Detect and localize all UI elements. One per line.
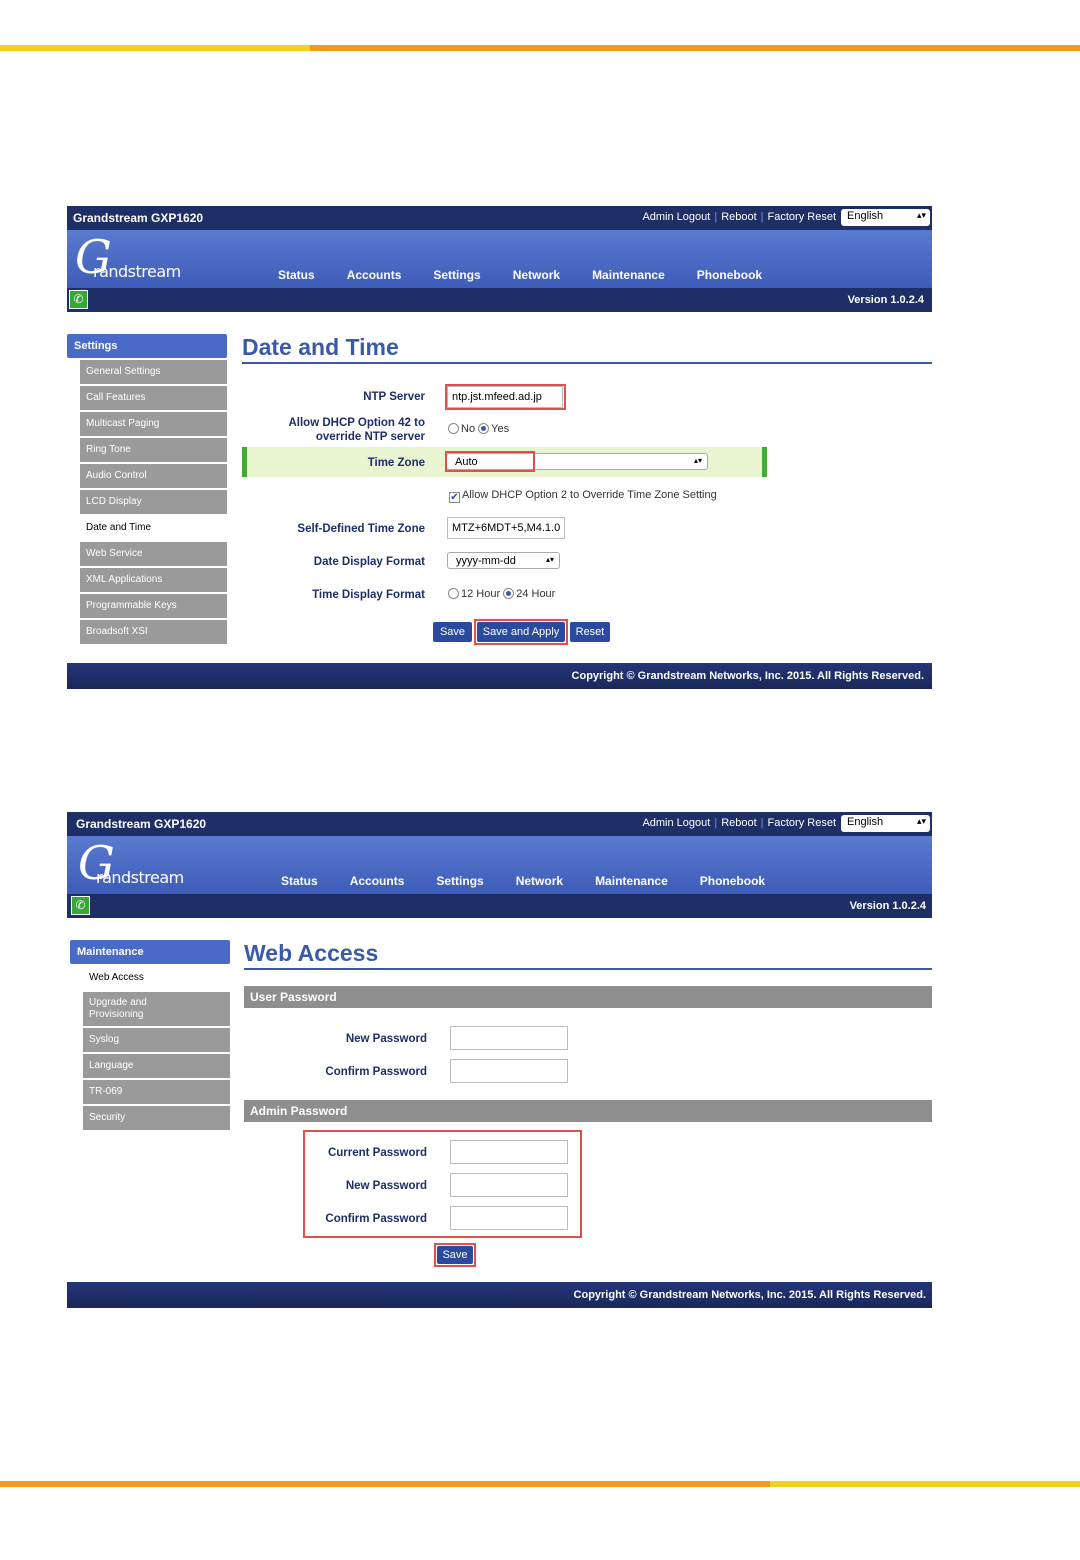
grandstream-logo <box>75 230 181 284</box>
main-nav <box>281 874 765 888</box>
sidebar-item-lcd-display[interactable]: LCD Display <box>80 490 227 514</box>
page-title: Date and Time <box>242 334 399 360</box>
time-12h-label: 12 Hour <box>461 588 501 600</box>
date-format-label: Date Display Format <box>313 556 425 568</box>
version-band <box>67 894 932 918</box>
separator: | <box>760 817 764 829</box>
nav-band <box>67 230 932 288</box>
time-24h-radio[interactable] <box>503 588 514 599</box>
time-zone-label: Time Zone <box>367 457 425 469</box>
reboot-link[interactable]: Reboot <box>721 817 757 829</box>
dhcp42-radio-group <box>448 423 509 435</box>
time-12h-radio[interactable] <box>448 588 459 599</box>
sidebar-item-multicast-paging[interactable]: Multicast Paging <box>80 412 227 436</box>
language-value: English <box>847 816 884 828</box>
separator: | <box>760 211 764 223</box>
page-title: Web Access <box>244 940 379 966</box>
upgrade-label-line2: Provisioning <box>89 1009 144 1020</box>
phone-icon[interactable]: ✆ <box>69 290 88 309</box>
sidebar-item-security[interactable]: Security <box>83 1106 230 1130</box>
logo-text: randstream <box>93 262 181 281</box>
footer <box>67 1282 932 1308</box>
time-zone-highlight-box <box>445 451 535 472</box>
admin-confirm-password-input[interactable] <box>450 1206 568 1230</box>
current-password-input[interactable] <box>450 1140 568 1164</box>
nav-settings[interactable]: Settings <box>433 268 481 282</box>
admin-logout-link[interactable]: Admin Logout <box>642 211 711 223</box>
version-band <box>67 288 932 312</box>
sidebar-item-date-and-time[interactable]: Date and Time <box>80 516 227 540</box>
sidebar-item-web-service[interactable]: Web Service <box>80 542 227 566</box>
dhcp2-label: Allow DHCP Option 2 to Override Time Zone Setting <box>462 489 717 501</box>
time-format-radio-group <box>448 588 555 600</box>
language-select[interactable] <box>841 815 930 832</box>
sidebar-head-maintenance[interactable]: Maintenance <box>70 940 230 964</box>
admin-new-password-label: New Password <box>345 1180 427 1192</box>
date-time-screenshot <box>67 206 932 689</box>
version-label: Version 1.0.2.4 <box>847 294 924 306</box>
factory-reset-link[interactable]: Factory Reset <box>767 211 836 223</box>
logo-initial: G <box>75 230 112 284</box>
logo-initial: G <box>78 836 115 890</box>
dhcp42-no-label: No <box>461 423 476 435</box>
dhcp42-yes-label: Yes <box>491 423 510 435</box>
nav-settings[interactable]: Settings <box>436 874 484 888</box>
top-accent-stripe <box>0 45 1080 51</box>
sidebar-item-tr-069[interactable]: TR-069 <box>83 1080 230 1104</box>
sidebar-item-ring-tone[interactable]: Ring Tone <box>80 438 227 462</box>
copyright-text: Copyright © Grandstream Networks, Inc. 2015. All Rights Reserved. <box>571 670 924 682</box>
time-format-label: Time Display Format <box>312 589 425 601</box>
web-access-screenshot <box>67 812 932 1308</box>
select-arrows-icon: ▴▾ <box>916 210 926 220</box>
maintenance-sidebar <box>70 940 230 1130</box>
sidebar-item-programmable-keys[interactable]: Programmable Keys <box>80 594 227 618</box>
grandstream-logo <box>78 836 184 890</box>
nav-maintenance[interactable]: Maintenance <box>592 268 665 282</box>
phone-icon[interactable]: ✆ <box>71 896 90 915</box>
time-24h-label: 24 Hour <box>516 588 556 600</box>
upgrade-label-line1: Upgrade and <box>89 997 147 1008</box>
admin-password-section: Admin Password <box>244 1100 932 1122</box>
top-links <box>642 817 836 829</box>
separator: | <box>714 817 718 829</box>
date-format-select[interactable] <box>447 552 560 569</box>
self-defined-tz-label: Self-Defined Time Zone <box>297 523 425 535</box>
user-new-password-input[interactable] <box>450 1026 568 1050</box>
sidebar-item-web-access[interactable]: Web Access <box>83 966 230 990</box>
user-confirm-password-input[interactable] <box>450 1059 568 1083</box>
select-arrows-icon: ▴▾ <box>693 456 702 465</box>
date-time-content <box>242 334 932 664</box>
main-nav <box>278 268 762 282</box>
nav-network[interactable]: Network <box>512 268 561 282</box>
top-bar <box>67 812 932 836</box>
logo-text: randstream <box>96 868 184 887</box>
sidebar-item-xml-applications[interactable]: XML Applications <box>80 568 227 592</box>
reset-button[interactable]: Reset <box>570 622 610 642</box>
ntp-server-label: NTP Server <box>363 391 425 403</box>
dhcp2-checkbox-row <box>449 489 717 503</box>
admin-confirm-password-label: Confirm Password <box>325 1213 427 1225</box>
nav-accounts[interactable]: Accounts <box>346 268 402 282</box>
user-password-section: User Password <box>244 986 932 1008</box>
time-zone-value: Auto <box>455 456 478 468</box>
dhcp42-label-line2: override NTP server <box>315 431 425 443</box>
sidebar-item-audio-control[interactable]: Audio Control <box>80 464 227 488</box>
date-format-value: yyyy-mm-dd <box>456 555 516 567</box>
nav-phonebook[interactable]: Phonebook <box>699 874 766 888</box>
sidebar-item-syslog[interactable]: Syslog <box>83 1028 230 1052</box>
save-highlight-box <box>434 1243 476 1267</box>
current-password-label: Current Password <box>327 1147 427 1159</box>
footer <box>67 663 932 689</box>
sidebar-head-settings[interactable]: Settings <box>67 334 227 358</box>
save-button[interactable]: Save <box>433 622 472 642</box>
nav-status[interactable]: Status <box>278 268 315 282</box>
nav-phonebook[interactable]: Phonebook <box>696 268 763 282</box>
top-links <box>642 211 836 223</box>
separator: | <box>714 211 718 223</box>
ntp-highlight-box <box>445 384 566 410</box>
settings-sidebar <box>67 334 227 644</box>
sidebar-item-call-features[interactable]: Call Features <box>80 386 227 410</box>
dhcp42-label-line1: Allow DHCP Option 42 to <box>288 417 425 429</box>
sidebar-item-upgrade-provisioning[interactable] <box>83 992 230 1026</box>
device-model: Grandstream GXP1620 <box>73 211 204 225</box>
select-arrows-icon: ▴▾ <box>545 555 554 564</box>
bottom-accent-stripe <box>0 1481 1080 1487</box>
sidebar-item-language[interactable]: Language <box>83 1054 230 1078</box>
self-defined-tz-input[interactable]: MTZ+6MDT+5,M4.1.0 <box>447 517 565 539</box>
nav-maintenance[interactable]: Maintenance <box>595 874 668 888</box>
dhcp42-no-radio[interactable] <box>448 423 459 434</box>
ntp-server-input[interactable]: ntp.jst.mfeed.ad.jp <box>447 386 563 408</box>
dhcp42-yes-radio[interactable] <box>478 423 489 434</box>
user-confirm-password-label: Confirm Password <box>325 1066 427 1078</box>
admin-logout-link[interactable]: Admin Logout <box>642 817 711 829</box>
title-rule <box>242 362 932 364</box>
nav-band <box>67 836 932 894</box>
user-new-password-label: New Password <box>345 1033 427 1045</box>
sidebar-item-general-settings[interactable]: General Settings <box>80 360 227 384</box>
dhcp2-checkbox[interactable]: ✔ <box>450 492 459 503</box>
top-bar <box>67 206 932 230</box>
save-and-apply-button[interactable]: Save and Apply <box>477 622 565 642</box>
language-select[interactable] <box>841 209 930 226</box>
copyright-text: Copyright © Grandstream Networks, Inc. 2015. All Rights Reserved. <box>573 1289 926 1301</box>
language-value: English <box>847 210 884 222</box>
dhcp42-label <box>242 416 425 444</box>
web-access-content <box>244 940 932 1270</box>
admin-new-password-input[interactable] <box>450 1173 568 1197</box>
nav-network[interactable]: Network <box>515 874 564 888</box>
title-rule <box>244 968 932 970</box>
select-arrows-icon: ▴▾ <box>916 816 926 826</box>
version-label: Version 1.0.2.4 <box>849 900 926 912</box>
nav-status[interactable]: Status <box>281 874 318 888</box>
save-apply-highlight-box <box>474 619 568 645</box>
sidebar-item-broadsoft-xsi[interactable]: Broadsoft XSI <box>80 620 227 644</box>
reboot-link[interactable]: Reboot <box>721 211 757 223</box>
factory-reset-link[interactable]: Factory Reset <box>767 817 836 829</box>
save-button[interactable]: Save <box>437 1246 473 1264</box>
nav-accounts[interactable]: Accounts <box>349 874 405 888</box>
device-model: Grandstream GXP1620 <box>76 817 207 831</box>
